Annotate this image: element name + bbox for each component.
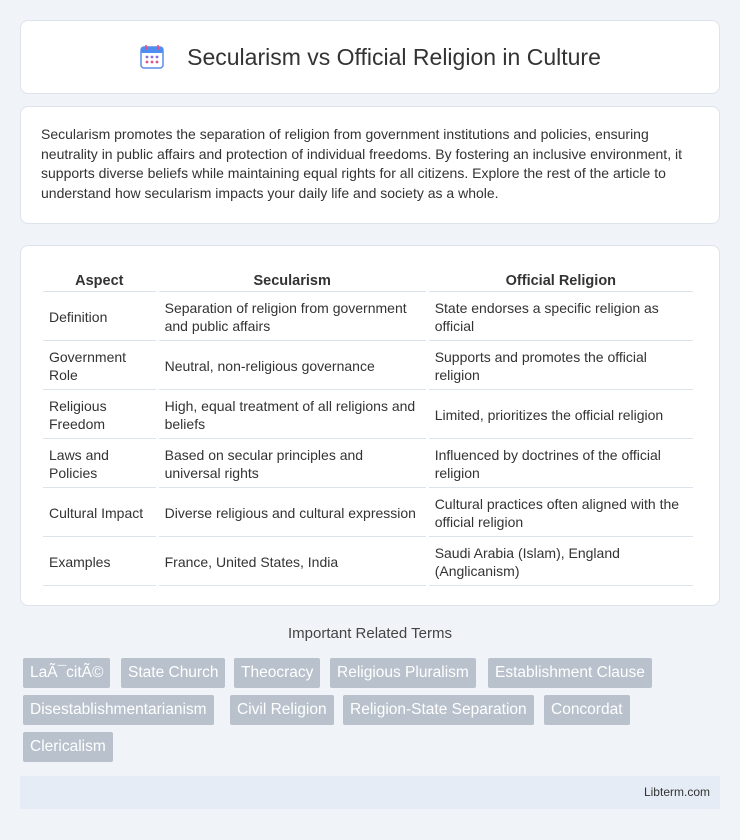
term-tag-laicite[interactable]: LaÃ¯citÃ© [23, 658, 110, 688]
table-row [43, 341, 693, 390]
page-title: Secularism vs Official Religion in Culture [187, 43, 601, 70]
table-header-row [43, 268, 693, 292]
table-row [43, 488, 693, 537]
table-cell: Neutral, non-religious governance [159, 341, 426, 390]
header-official-religion: Official Religion [429, 268, 693, 292]
table-cell: Diverse religious and cultural expression [159, 488, 426, 537]
term-tag-disestablishmentarianism[interactable]: Disestablishmentarianism [23, 695, 214, 725]
table-cell: Separation of religion from government and public affairs [159, 292, 426, 341]
table-cell: Examples [43, 537, 156, 586]
term-tag-establishment-clause[interactable]: Establishment Clause [488, 658, 652, 688]
term-tag-clericalism[interactable]: Clericalism [23, 732, 113, 762]
footer [20, 776, 720, 809]
table-cell: Saudi Arabia (Islam), England (Anglicanism) [429, 537, 693, 586]
table-cell: Influenced by doctrines of the official religion [429, 439, 693, 488]
related-terms-title: Important Related Terms [288, 625, 452, 642]
table-cell: Cultural Impact [43, 488, 156, 537]
calendar-icon [139, 44, 165, 70]
table-cell: France, United States, India [159, 537, 426, 586]
term-tag-religious-pluralism[interactable]: Religious Pluralism [330, 658, 476, 688]
table-row [43, 537, 693, 586]
table-cell: State endorses a specific religion as official [429, 292, 693, 341]
table-cell: High, equal treatment of all religions and beliefs [159, 390, 426, 439]
table-cell: Religious Freedom [43, 390, 156, 439]
header-aspect: Aspect [43, 268, 156, 292]
term-tag-theocracy[interactable]: Theocracy [234, 658, 320, 688]
term-tag-religion-state-separation[interactable]: Religion-State Separation [343, 695, 534, 725]
header-card [20, 20, 720, 94]
table-cell: Government Role [43, 341, 156, 390]
table-cell: Cultural practices often aligned with the official religion [429, 488, 693, 537]
table-row [43, 292, 693, 341]
table-row [43, 439, 693, 488]
comparison-card [20, 245, 720, 606]
table-cell: Definition [43, 292, 156, 341]
intro-text: Secularism promotes the separation of religion from government institutions and policies, ensuring neutrality in public affairs and protection of individual freedoms. By fostering an inclusive environment, it supports diverse beliefs while maintaining equal rights for all citizens. Explore the rest of the article to understand how secularism impacts your daily life and society as a whole. [41, 126, 682, 201]
table-row [43, 390, 693, 439]
intro-card [20, 106, 720, 224]
table-cell: Supports and promotes the official religion [429, 341, 693, 390]
comparison-table [40, 268, 696, 586]
table-cell: Based on secular principles and universal rights [159, 439, 426, 488]
term-tag-state-church[interactable]: State Church [121, 658, 225, 688]
table-cell: Laws and Policies [43, 439, 156, 488]
table-cell: Limited, prioritizes the official religion [429, 390, 693, 439]
header-secularism: Secularism [159, 268, 426, 292]
term-tag-concordat[interactable]: Concordat [544, 695, 630, 725]
footer-brand[interactable]: Libterm.com [643, 785, 710, 799]
term-tag-civil-religion[interactable]: Civil Religion [230, 695, 334, 725]
